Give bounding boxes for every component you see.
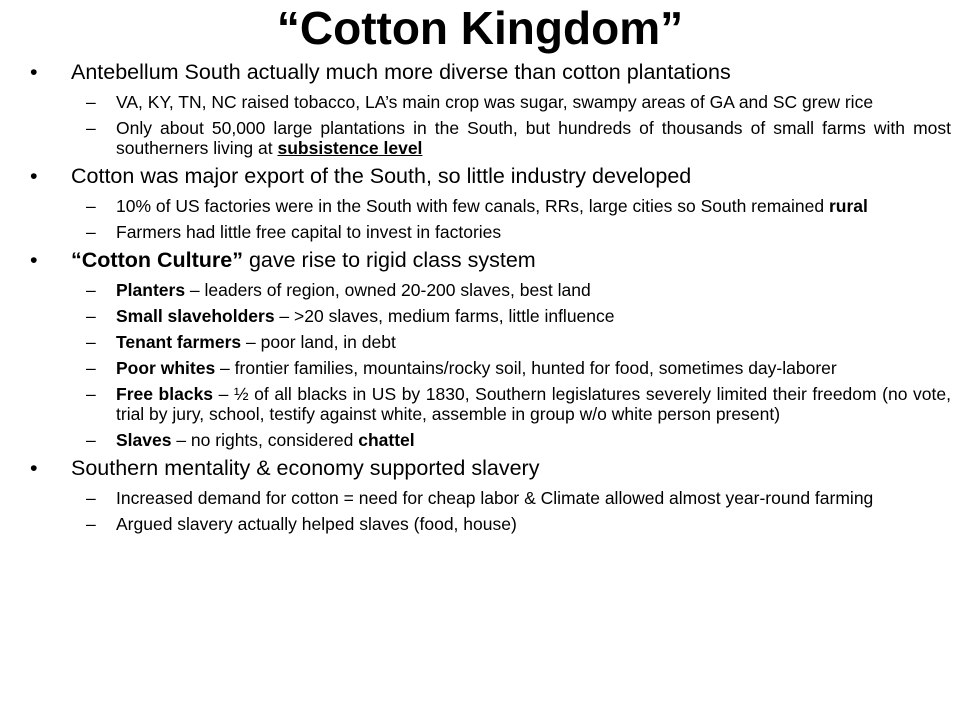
bullet-item (30, 163, 955, 190)
sub-bullet-text: Poor whites (116, 358, 216, 378)
sub-bullet-text: rural (828, 196, 868, 216)
sub-bullet-text: Planters (116, 280, 186, 300)
sub-bullet-item (30, 332, 955, 352)
sub-bullet-item (30, 306, 955, 326)
bullet-item (30, 455, 955, 482)
bullet-marker: • (30, 60, 38, 84)
dash-marker: – (86, 332, 96, 352)
sub-bullet-item (30, 384, 955, 424)
sub-bullet-item (30, 118, 955, 158)
bullet-text: Cotton was major export of the South, so little industry developed (71, 164, 692, 188)
sub-bullet-text: Farmers had little free capital to invest in factories (116, 222, 502, 242)
sub-bullet-item (30, 222, 955, 242)
sub-bullet-item (30, 196, 955, 216)
sub-bullet-item (30, 92, 955, 112)
dash-marker: – (86, 118, 96, 138)
sub-bullet-item (30, 514, 955, 534)
sub-bullet-text: – ½ of all blacks in US by 1830, Southern legislatures severely limited their freedom (no vote, trial by jury, school, testify against white, assemble in group w/o white person present) (116, 384, 951, 424)
dash-marker: – (86, 222, 96, 242)
dash-marker: – (86, 280, 96, 300)
sub-bullet-item (30, 280, 955, 300)
sub-bullet-text: Argued slavery actually helped slaves (food, house) (116, 514, 517, 534)
dash-marker: – (86, 488, 96, 508)
slide-title: “Cotton Kingdom” (276, 2, 684, 54)
sub-bullet-text: – no rights, considered (171, 430, 359, 450)
sub-bullet-item (30, 488, 955, 508)
sub-bullet-text: VA, KY, TN, NC raised tobacco, LA’s main crop was sugar, swampy areas of GA and SC grew rice (116, 92, 874, 112)
dash-marker: – (86, 306, 96, 326)
sub-bullet-text: Increased demand for cotton = need for cheap labor & Climate allowed almost year-round farming (116, 488, 874, 508)
sub-bullet-text: Slaves (116, 430, 172, 450)
dash-marker: – (86, 384, 96, 404)
bullet-text: gave rise to rigid class system (242, 248, 536, 272)
bullet-item (30, 247, 955, 274)
sub-bullet-text: Free blacks (116, 384, 214, 404)
sub-bullet-text: chattel (358, 430, 415, 450)
dash-marker: – (86, 196, 96, 216)
sub-bullet-text: – leaders of region, owned 20-200 slaves, best land (185, 280, 591, 300)
bullet-marker: • (30, 248, 38, 272)
bullet-item (30, 59, 955, 86)
bullet-text: Antebellum South actually much more diverse than cotton plantations (71, 60, 731, 84)
sub-bullet-text: Only about 50,000 large plantations in the South, but hundreds of thousands of small farms with most southerners living at (116, 118, 951, 158)
sub-bullet-text: – poor land, in debt (241, 332, 396, 352)
bullet-text: “Cotton Culture” (71, 248, 243, 272)
dash-marker: – (86, 514, 96, 534)
sub-bullet-item (30, 430, 955, 450)
sub-bullet-text: subsistence level (277, 138, 423, 158)
sub-bullet-text: Tenant farmers (116, 332, 242, 352)
sub-bullet-text: Small slaveholders (116, 306, 275, 326)
sub-bullet-text: – frontier families, mountains/rocky soil, hunted for food, sometimes day-laborer (215, 358, 837, 378)
bullet-marker: • (30, 456, 38, 480)
bullet-marker: • (30, 164, 38, 188)
slide-body (30, 59, 955, 534)
dash-marker: – (86, 92, 96, 112)
bullet-text: Southern mentality & economy supported slavery (71, 456, 540, 480)
sub-bullet-text: 10% of US factories were in the South with few canals, RRs, large cities so South remained (116, 196, 829, 216)
sub-bullet-item (30, 358, 955, 378)
sub-bullet-text: – >20 slaves, medium farms, little influence (274, 306, 615, 326)
dash-marker: – (86, 430, 96, 450)
dash-marker: – (86, 358, 96, 378)
